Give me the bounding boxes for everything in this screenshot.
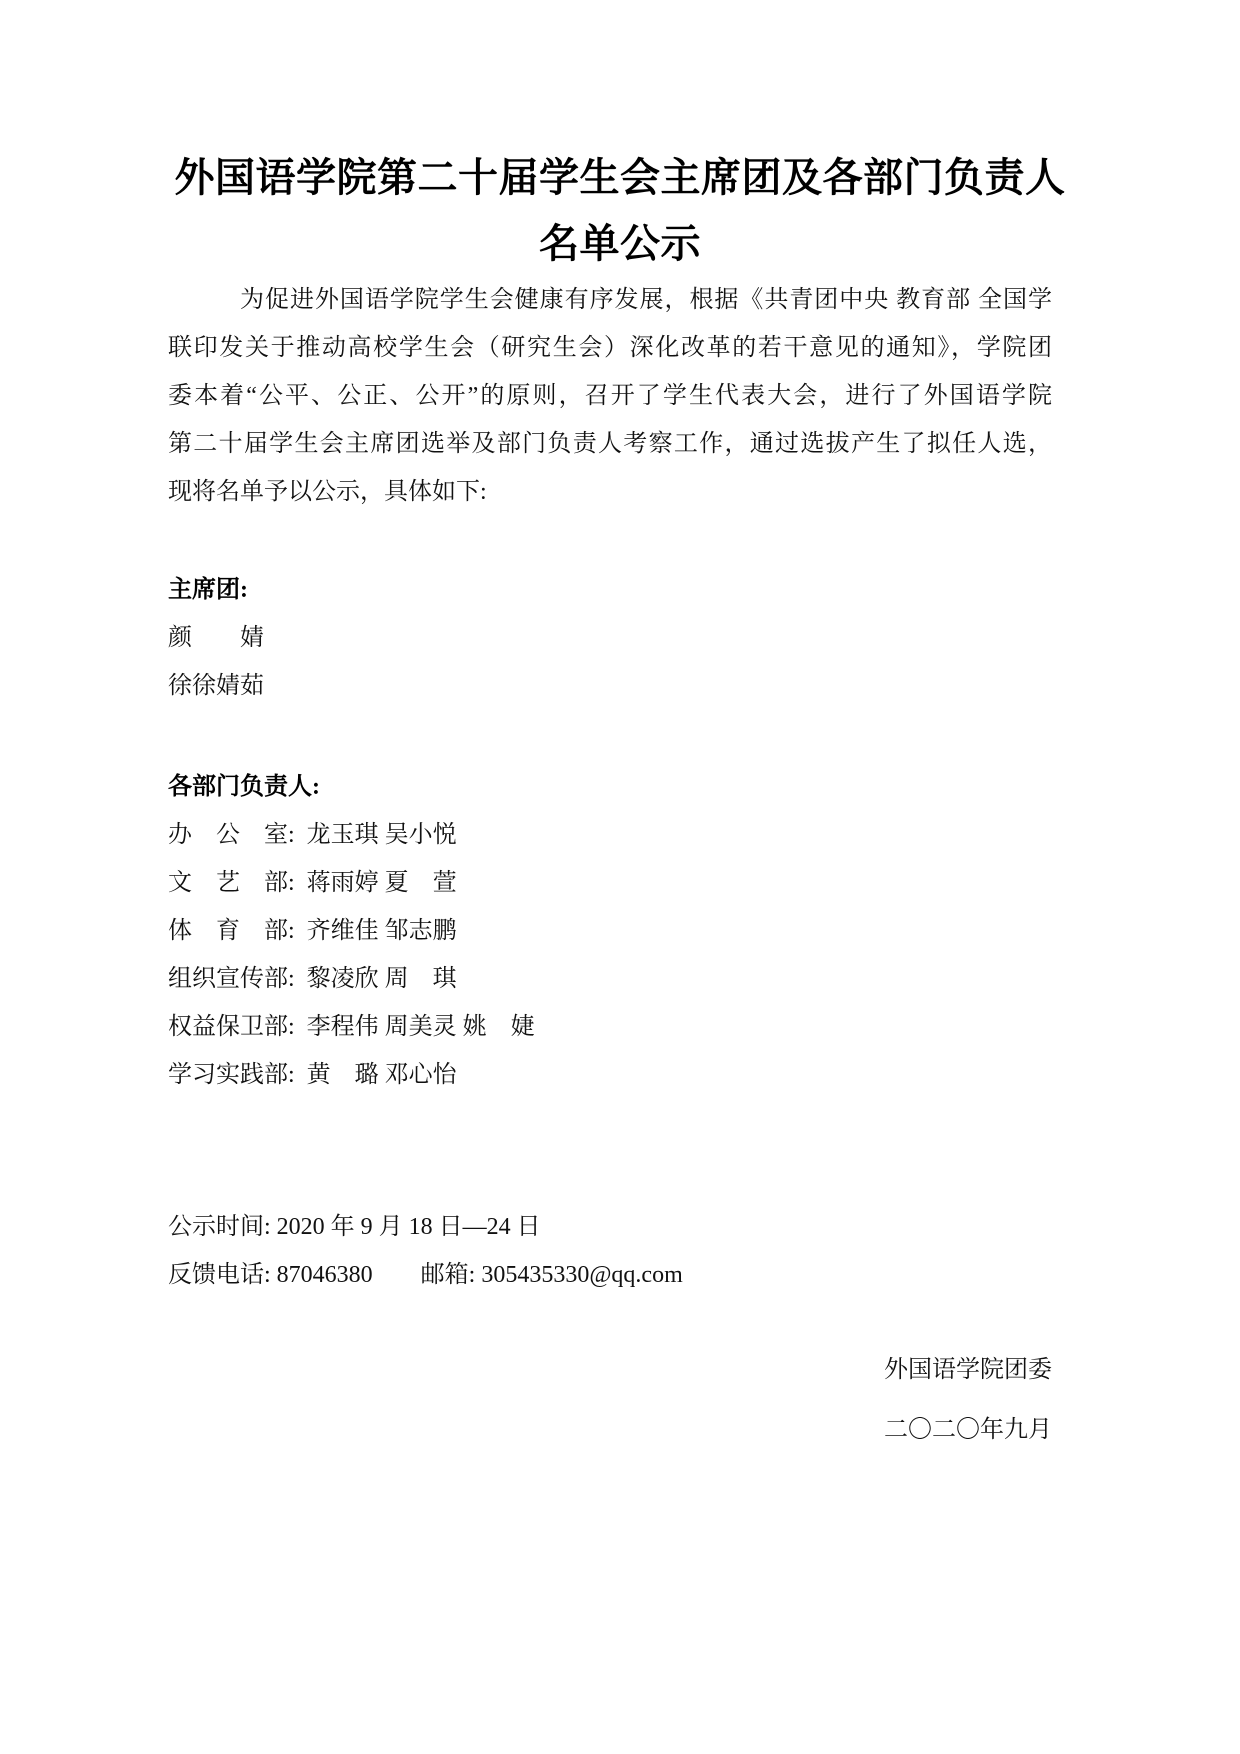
department-label: 体 育 部: [168,918,295,944]
chairman-member: 颜 婧 [168,625,264,651]
department-names: 黎凌欣 周 琪 [306,966,457,992]
publicity-time-line: 公示时间: 2020 年 9 月 18 日—24 日 [168,1214,541,1240]
department-row [168,859,1052,907]
departments-section [168,763,1052,1099]
department-names: 龙玉琪 吴小悦 [306,822,457,848]
feedback-contact-line: 反馈电话: 87046380 邮箱: 305435330@qq.com [168,1262,683,1288]
signature-date: 二〇二〇年九月 [884,1417,1052,1443]
intro-line-5: 现将名单予以公示，具体如下: [168,479,487,505]
signature-org: 外国语学院团委 [884,1357,1052,1383]
department-names: 蒋雨婷 夏 萱 [306,870,457,896]
document-title [0,145,1240,277]
department-names: 齐维佳 邹志鹏 [306,918,457,944]
intro-line-3: 委本着“公平、公正、公开”的原则，召开了学生代表大会，进行了外国语学院 [168,383,1052,409]
department-row [168,955,1052,1003]
department-label: 组织宣传部: [168,966,295,992]
title-line-2: 名单公示 [539,221,701,266]
department-row [168,907,1052,955]
departments-heading: 各部门负责人: [168,774,320,800]
intro-line-4: 第二十届学生会主席团选举及部门负责人考察工作，通过选拔产生了拟任人选， [168,431,1052,457]
department-label: 文 艺 部: [168,870,295,896]
department-names: 李程伟 周美灵 姚 婕 [306,1014,535,1040]
department-label: 权益保卫部: [168,1014,295,1040]
department-row [168,1003,1052,1051]
chairman-section [168,566,1052,710]
signature-block [168,1340,1052,1460]
intro-paragraph [168,276,1052,516]
title-line-1: 外国语学院第二十届学生会主席团及各部门负责人 [174,155,1066,200]
intro-line-2: 联印发关于推动高校学生会（研究生会）深化改革的若干意见的通知》，学院团 [168,335,1052,361]
contact-section [168,1203,1052,1299]
department-names: 黄 璐 邓心怡 [306,1062,457,1088]
department-label: 办 公 室: [168,822,295,848]
department-row [168,1051,1052,1099]
department-label: 学习实践部: [168,1062,295,1088]
intro-line-1: 为促进外国语学院学生会健康有序发展，根据《共青团中央 教育部 全国学 [240,287,1052,313]
chairman-member: 徐徐婧茹 [168,673,264,699]
chairman-heading: 主席团: [168,577,248,603]
department-row [168,811,1052,859]
